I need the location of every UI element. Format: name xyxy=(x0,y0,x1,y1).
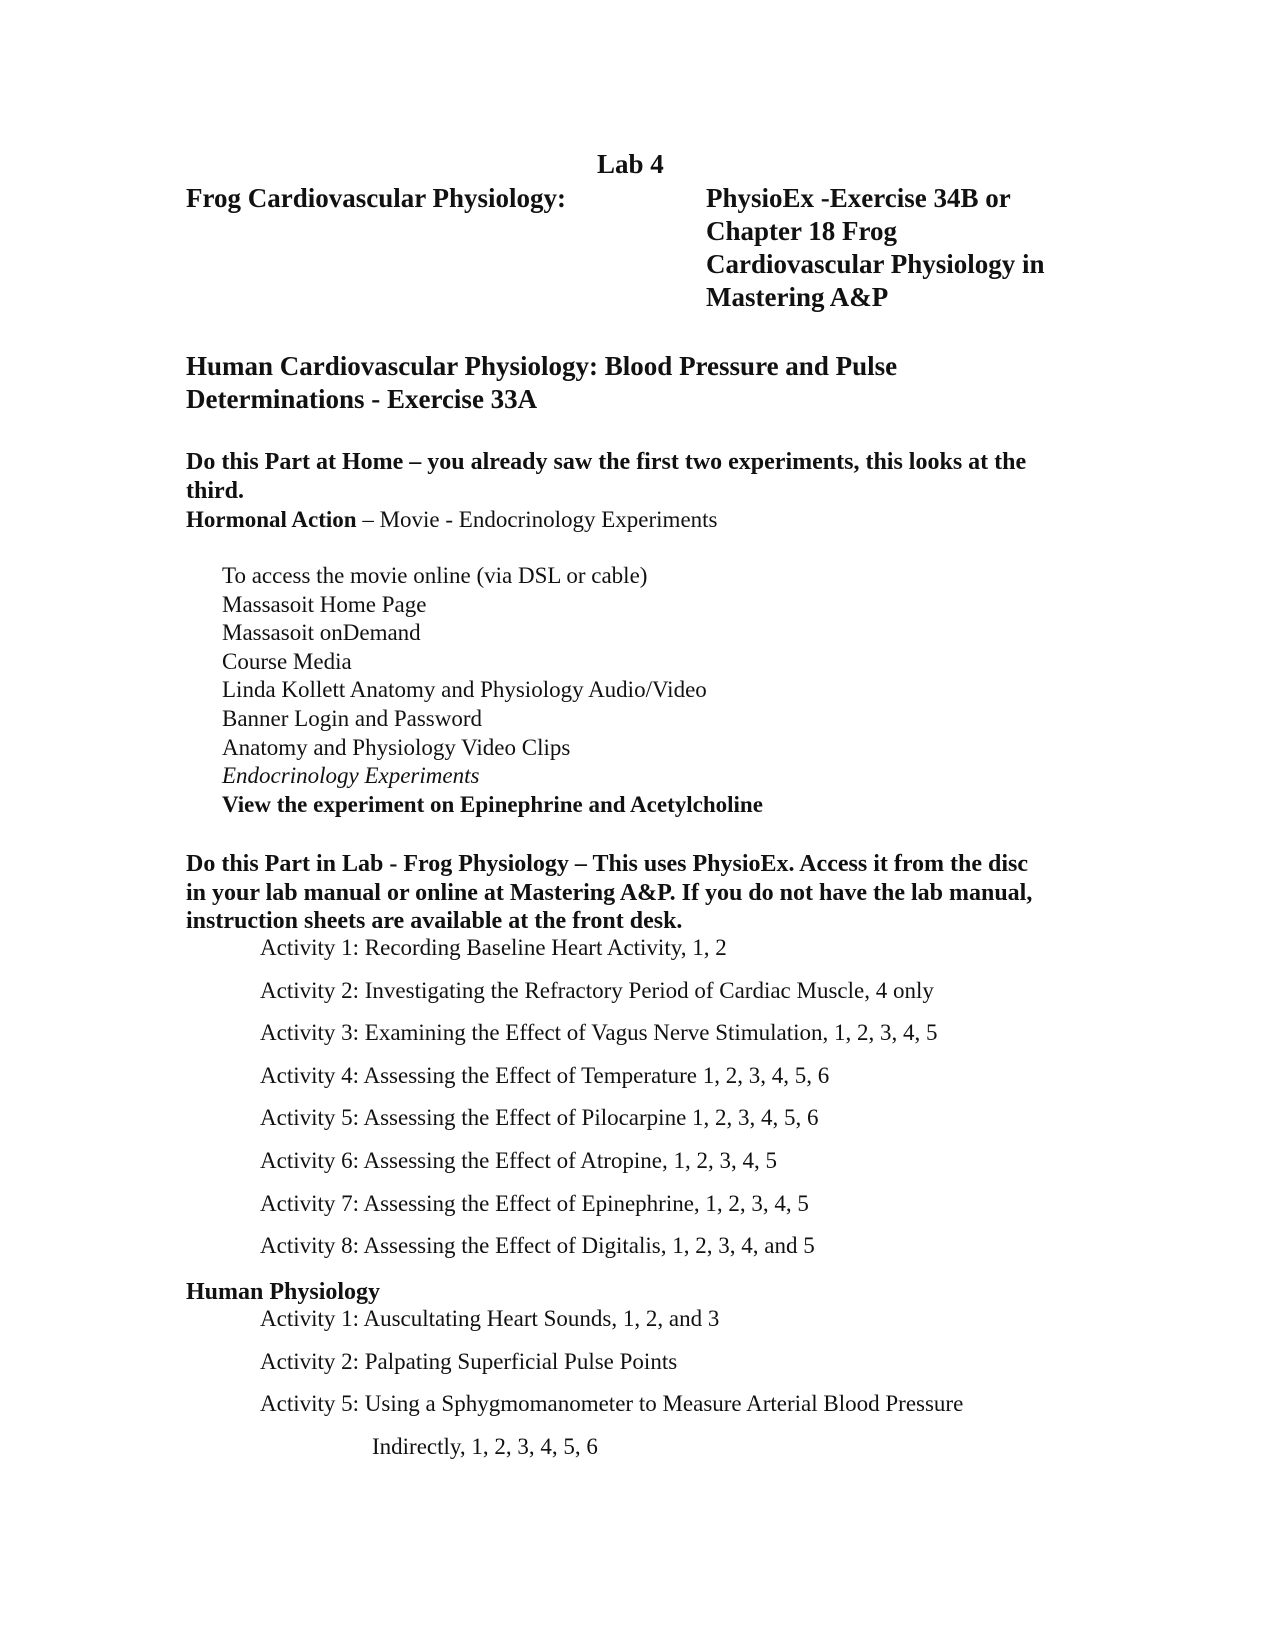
access-step: Linda Kollett Anatomy and Physiology Audio/Video xyxy=(222,677,707,703)
activity-continuation: Indirectly, 1, 2, 3, 4, 5, 6 xyxy=(372,1434,598,1459)
movie-access-steps xyxy=(222,562,763,819)
activity-item: Activity 2: Palpating Superficial Pulse Points xyxy=(260,1348,678,1374)
physioex-line: Chapter 18 Frog xyxy=(706,216,897,246)
lab-title: Lab 4 xyxy=(597,149,664,179)
frog-activity-list xyxy=(260,934,938,1275)
hormonal-action-label: Hormonal Action xyxy=(186,507,357,532)
frog-title: Frog Cardiovascular Physiology: xyxy=(186,183,567,213)
intro-line: Do this Part in Lab - Frog Physiology – This uses PhysioEx. Access it from the disc xyxy=(186,851,1029,877)
access-step: Massasoit Home Page xyxy=(222,591,427,617)
activity-item: Activity 1: Auscultating Heart Sounds, 1, 2, and 3 xyxy=(260,1306,720,1331)
activity-item: Activity 4: Assessing the Effect of Temperature 1, 2, 3, 4, 5, 6 xyxy=(260,1062,830,1088)
activity-item: Activity 7: Assessing the Effect of Epinephrine, 1, 2, 3, 4, 5 xyxy=(260,1190,809,1216)
activity-item: Activity 8: Assessing the Effect of Digitalis, 1, 2, 3, 4, and 5 xyxy=(260,1233,815,1259)
activity-item: Activity 3: Examining the Effect of Vagus Nerve Stimulation, 1, 2, 3, 4, 5 xyxy=(260,1020,938,1046)
intro-line: third. xyxy=(186,478,245,504)
access-step: Course Media xyxy=(222,648,352,674)
human-cardiovascular-heading xyxy=(186,350,897,416)
hormonal-action-rest: – Movie - Endocrinology Experiments xyxy=(356,507,718,532)
access-step: Massasoit onDemand xyxy=(222,620,421,646)
human-activity-list xyxy=(260,1305,963,1433)
activity-item: Activity 5: Using a Sphygmomanometer to Measure Arterial Blood Pressure xyxy=(260,1391,964,1416)
physioex-line: Mastering A&P xyxy=(706,282,889,312)
human-physiology-heading: Human Physiology xyxy=(186,1279,381,1305)
intro-line: Do this Part at Home – you already saw the first two experiments, this looks at the xyxy=(186,449,1027,475)
access-step: Anatomy and Physiology Video Clips xyxy=(222,734,571,760)
access-step: Banner Login and Password xyxy=(222,705,482,731)
intro-line: instruction sheets are available at the front desk. xyxy=(186,908,683,934)
access-step-endocrinology: Endocrinology Experiments xyxy=(222,763,480,789)
activity-item: Activity 5: Assessing the Effect of Pilocarpine 1, 2, 3, 4, 5, 6 xyxy=(260,1105,819,1131)
intro-line: in your lab manual or online at Mastering A&P. If you do not have the lab manual, xyxy=(186,879,1033,906)
activity-item: Activity 6: Assessing the Effect of Atropine, 1, 2, 3, 4, 5 xyxy=(260,1147,778,1173)
physioex-line: PhysioEx -Exercise 34B or xyxy=(706,183,1011,213)
heading-line: Human Cardiovascular Physiology: Blood Pressure and Pulse xyxy=(186,351,898,381)
hormonal-action-line xyxy=(186,506,718,534)
lab-section-intro xyxy=(186,850,1032,936)
physioex-line: Cardiovascular Physiology in xyxy=(706,249,1045,279)
physioex-reference xyxy=(706,182,1045,314)
access-step-view-experiment: View the experiment on Epinephrine and Acetylcholine xyxy=(222,791,763,817)
activity-item: Activity 2: Investigating the Refractory Period of Cardiac Muscle, 4 only xyxy=(260,977,934,1003)
access-step: To access the movie online (via DSL or cable) xyxy=(222,563,648,588)
heading-line: Determinations - Exercise 33A xyxy=(186,384,538,414)
home-section-intro xyxy=(186,448,1026,506)
activity-item: Activity 1: Recording Baseline Heart Activity, 1, 2 xyxy=(260,935,727,960)
